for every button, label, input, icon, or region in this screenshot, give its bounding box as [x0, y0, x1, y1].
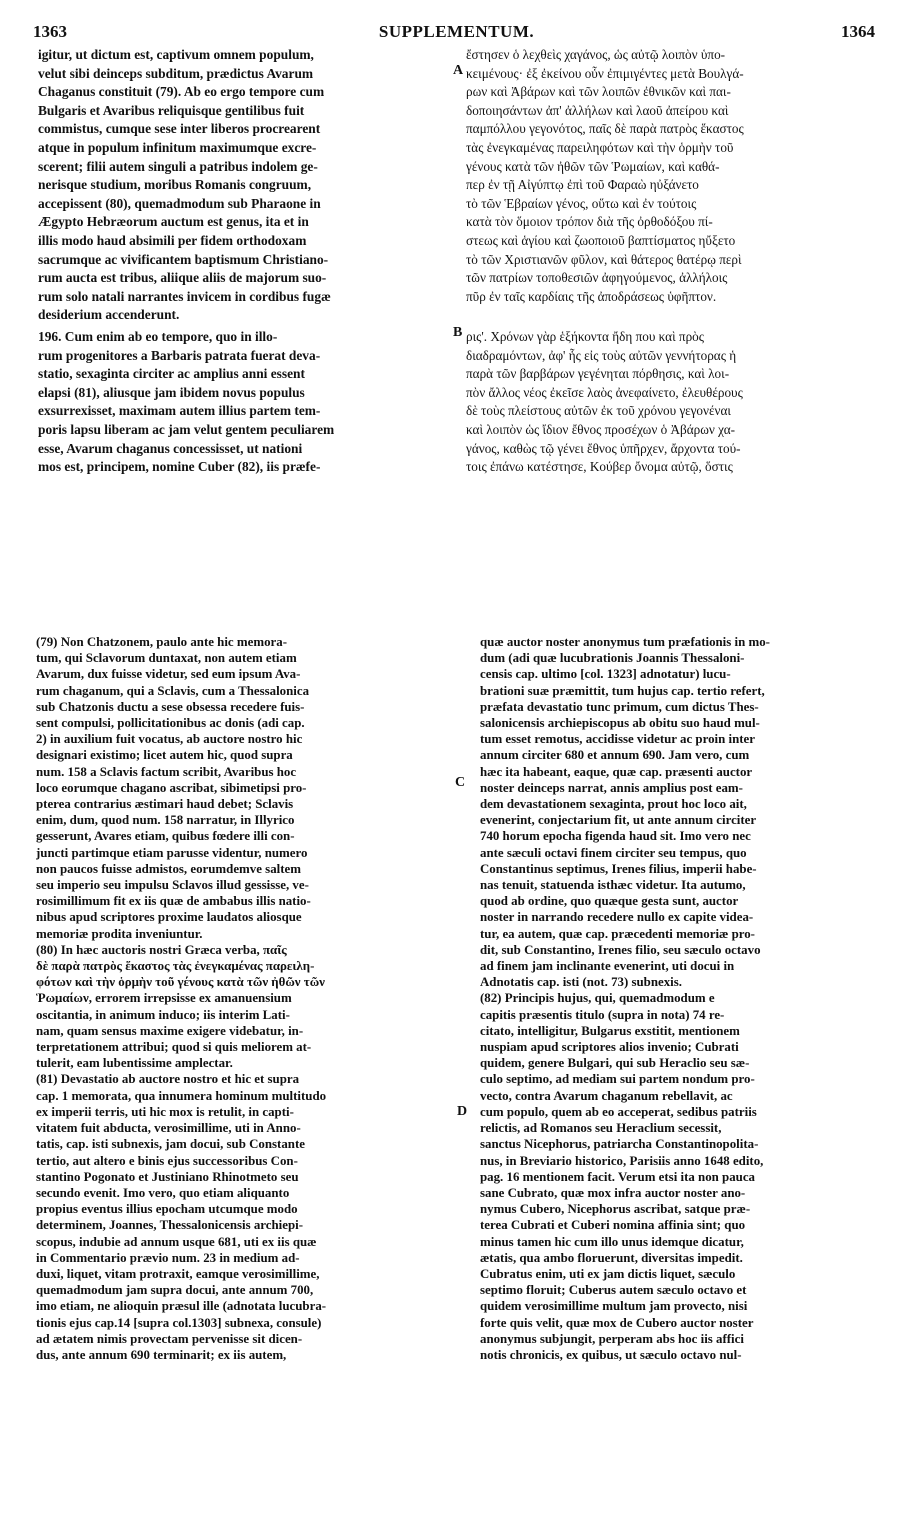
text-line: dem devastationem sexaginta, prout hoc loco ait, — [480, 797, 747, 812]
text-line: quidem verosimillime multum jam provecto, nisi — [480, 1299, 748, 1314]
latin-text-block-b — [38, 328, 450, 477]
text-line: τῶν πατρίων τοποθεσιῶν ἀφηγούμενος, ἀλλήλοις — [466, 270, 728, 286]
text-line: statio, sexaginta circiter ac amplius anni essent — [38, 366, 305, 382]
text-line: noster in narrando recedere nullo ex capite videa- — [480, 910, 754, 925]
text-line: esse, Avarum chaganus concessisset, ut nationi — [38, 440, 303, 456]
column-marker-b: B — [453, 325, 463, 340]
text-line: velut sibi deinceps subditum, prædictus Avarum — [38, 65, 314, 81]
text-line: στεως καὶ ἁγίου καὶ ζωοποιοῦ βαπτίσματος ηὔξετο — [466, 232, 736, 248]
right-page-number: 1364 — [841, 22, 875, 41]
text-line: 2) in auxilium fuit vocatus, ab auctore nostro hic — [36, 732, 303, 747]
column-marker-d: D — [457, 1104, 468, 1119]
text-line: in Commentario prævio num. 23 in medium ad- — [36, 1250, 300, 1265]
column-marker-c: C — [455, 775, 466, 790]
text-line: ætatis, qua ambo floruerunt, diversitas impedit. — [480, 1250, 743, 1265]
text-line: δὲ τοὺς πλείστους αὐτῶν ἐκ τοῦ χρόνου γεγονέναι — [466, 403, 731, 419]
text-line: κειμένους· ἐξ ἐκείνου οὖν ἐπιμιγέντες μετὰ Βουλγά- — [466, 65, 744, 81]
text-line: tum, qui Sclavorum duntaxat, non autem etiam — [36, 651, 297, 666]
text-line: κατὰ τὸν ὅμοιον τρόπον διὰ τῆς ὀρθοδόξου πί- — [466, 214, 713, 230]
text-line: (80) In hæc auctoris nostri Græca verba, παῖς — [36, 942, 287, 957]
text-line: περ ἐν τῇ Αἰγύπτῳ ἐπὶ τοῦ Φαραὼ ηὐξάνετο — [466, 177, 699, 193]
text-line: Avarum, dux fuisse videtur, sed eum ipsum Ava- — [36, 667, 301, 682]
text-line: sacrumque ac vivificantem baptismum Christiano- — [38, 251, 329, 267]
text-line: nam, quam sensus maxime exigere videbatur, in- — [36, 1023, 304, 1038]
text-line: τὸ τῶν Χριστιανῶν φῦλον, καὶ θάτερος θατέρῳ περὶ — [466, 251, 742, 267]
text-line: 740 horum epocha figenda haud sit. Imo vero nec — [480, 829, 751, 844]
text-line: dus, ante annum 690 terminarit; ex iis autem, — [36, 1347, 287, 1362]
text-line: nibus apud scriptores proxime laudatos aliosque — [36, 910, 302, 925]
text-line: pag. 16 mentionem facit. Verum etsi ita non pauca — [480, 1169, 755, 1184]
text-line: brationi suæ præmittit, tum hujus cap. tertio refert, — [480, 683, 765, 698]
text-line: hæc ita habeant, eaque, quæ cap. præsenti auctor — [480, 764, 753, 779]
text-line: nus, in Breviario historico, Parisiis anno 1648 edito, — [480, 1153, 764, 1168]
text-line: nuspiam apud scriptores alios invenio; Cubrati — [480, 1040, 739, 1055]
text-line: salonicensis archiepiscopus ab obitu suo haud mul- — [480, 716, 760, 731]
text-line: tionis ejus cap.14 [supra col.1303] subnexa, consule) — [36, 1315, 322, 1330]
text-line: non paucos fuisse admistos, eorumdemve saltem — [36, 861, 301, 876]
text-line: noster deinceps narrat, annis amplius post eam- — [480, 780, 743, 795]
text-line: notis chronicis, ex quibus, ut sæculo octavo nul- — [480, 1347, 742, 1362]
text-line: Ῥωμαίων, errorem irrepsisse ex amanuensium — [36, 991, 292, 1006]
text-line: πῦρ ἐν ταῖς καρδίαις τῆς ἀποδράσεως ὑφῆπτον. — [466, 288, 717, 304]
text-line: gesserunt, Avares etiam, quibus fœdere illi con- — [36, 829, 295, 844]
text-line: scopus, indubie ad annum usque 681, uti ex iis quæ — [36, 1234, 317, 1249]
text-line: stantino Pogonato et Justiniano Rhinotmeto seu — [36, 1169, 299, 1184]
text-line: enim, dum, quod num. 158 narratur, in Illyrico — [36, 813, 295, 828]
footnotes-right-column — [480, 634, 882, 1363]
text-line: tum esset remotus, accidisse videtur ac proin inter — [480, 732, 755, 747]
text-line: rum chaganum, qui a Sclavis, cum a Thessalonica — [36, 683, 310, 698]
text-line: tertio, aut altero e binis ejus successoribus Con- — [36, 1153, 298, 1168]
text-line: culo septimo, ad mediam sui partem nondum pro- — [480, 1072, 755, 1087]
text-line: 196. Cum enim ab eo tempore, quo in illo- — [38, 329, 278, 344]
text-line: igitur, ut dictum est, captivum omnem populum, — [38, 47, 314, 62]
text-line: tur, ea autem, quæ cap. præcedenti memoriæ pro- — [480, 926, 755, 941]
text-line: vecto, contra Avarum chaganum rebellavit, ac — [480, 1088, 733, 1103]
text-line: oscitantia, in animum induco; iis interim Lati- — [36, 1007, 290, 1022]
text-line: ρις'. Χρόνων γὰρ ἑξήκοντα ἤδη που καὶ πρὸς — [466, 329, 704, 344]
text-line: præfata devastatio tunc primum, cum dictus Thes- — [480, 699, 759, 714]
text-line: scerent; filii autem singuli a patribus indolem ge- — [38, 158, 318, 174]
text-line: γένους κατὰ τῶν ἠθῶν τῶν Ῥωμαίων, καὶ καθά- — [466, 158, 720, 174]
text-line: desiderium accenderunt. — [38, 307, 180, 323]
text-line: memoriæ prodita inveniuntur. — [36, 926, 203, 941]
text-line: ad ætatem nimis provectam pervenisse sit dicen- — [36, 1331, 303, 1346]
text-line: secundo evenit. Imo vero, quo etiam aliquanto — [36, 1185, 290, 1200]
greek-text-block-b — [466, 328, 882, 477]
text-line: sane Cubrato, quæ mox infra auctor noster ano- — [480, 1185, 746, 1200]
text-line: (79) Non Chatzonem, paulo ante hic memora- — [36, 635, 287, 649]
text-line: Chaganus constituit (79). Ab eo ergo tempore cum — [38, 84, 325, 100]
text-line: παρὰ τῶν βαρβάρων γεγένηται πόρθησις, καὶ λοι- — [466, 366, 730, 382]
text-line: γάνος, καθὼς τῷ γένει ἔθνος ὑπῆρχεν, ἄρχοντα τού- — [466, 440, 741, 456]
text-line: atque in populum infinitum maximumque excre- — [38, 139, 317, 155]
text-line: minus tamen hic cum illo unus idemque dicatur, — [480, 1234, 744, 1249]
text-line: vitatem fuit abducta, verosimillime, uti in Anno- — [36, 1121, 301, 1136]
text-line: illis modo haud absimili per fidem orthodoxam — [38, 232, 307, 248]
text-line: (82) Principis hujus, qui, quemadmodum e — [480, 991, 715, 1006]
text-line: dum (adi quæ lucubrationis Joannis Thessaloni- — [480, 651, 745, 666]
text-line: commistus, cumque sese inter liberos procrearent — [38, 121, 321, 137]
text-line: poris lapsu liberam ac jam velut gentem peculiarem — [38, 421, 335, 437]
text-line: exsurrexisset, maximam autem illius partem tem- — [38, 403, 321, 419]
text-line: juncti partimque etiam parusse videntur, numero — [36, 845, 308, 860]
text-line: δὲ παρὰ πατρὸς ἕκαστος τὰς ἐνεγκαμένας παρειλη- — [36, 959, 315, 974]
text-line: τὸ τῶν Ἑβραίων γένος, οὕτω καὶ ἐν τούτοις — [466, 195, 697, 211]
text-line: terpretationem attribui; quod si quis meliorem at- — [36, 1040, 312, 1055]
text-line: Cubratus enim, uti ex jam dictis liquet, sæculo — [480, 1266, 736, 1281]
text-line: διαδραμόντων, ἀφ' ἧς εἰς τοὺς αὐτῶν γεννήτορας ἡ — [466, 347, 737, 363]
text-line: duxi, liquet, vitam protraxit, eamque verosimillime, — [36, 1266, 320, 1281]
text-line: Adnotatis cap. isti (not. 73) subnexis. — [480, 975, 682, 990]
text-line: sent compulsi, pollicitationibus ac donis (adi cap. — [36, 716, 305, 731]
text-line: τὰς ἐνεγκαμένας παρειληφότων καὶ τὴν ὁρμὴν τοῦ — [466, 139, 734, 155]
text-line: ρων καὶ Ἀβάρων καὶ τῶν λοιπῶν ἐθνικῶν καὶ παι- — [466, 84, 731, 100]
text-line: capitis præsentis titulo (supra in nota) 74 re- — [480, 1007, 725, 1022]
text-line: elapsi (81), aliusque jam ibidem novus populus — [38, 384, 305, 400]
text-line: δοποιησάντων ἀπ' ἀλλήλων καὶ λαοῦ ἀπείρου καὶ — [466, 102, 729, 118]
text-line: nymus Cubero, Nicephorus ascribat, satque præ- — [480, 1202, 751, 1217]
text-line: ad finem jam inclinante evenerint, uti docui in — [480, 959, 735, 974]
text-line: τοις ἐπάνω κατέστησε, Κούβερ ὄνομα αὐτῷ, ὅστις — [466, 459, 733, 475]
text-line: determinem, Joannes, Thessalonicensis archiepi- — [36, 1218, 304, 1233]
text-line: accepissent (80), quemadmodum sub Pharaone in — [38, 195, 321, 211]
text-line: παμπόλλου γεγονότος, παῖς δὲ παρὰ πατρὸς ἕκαστος — [466, 121, 744, 137]
text-line: καὶ λοιπὸν ὡς ἴδιον ἔθνος προσέχων ὁ Ἀβάρων χα- — [466, 421, 736, 437]
text-line: relictis, ad Romanos seu Heraclium secessit, — [480, 1121, 722, 1136]
running-title: SUPPLEMENTUM. — [378, 22, 535, 41]
text-line: rum aucta est tribus, aliique aliis de majorum suo- — [38, 270, 327, 286]
text-line: Ægypto Hebræorum auctum est genus, ita et in — [38, 214, 309, 230]
text-line: imo etiam, ne alioquin præsul ille (adnotata lucubra- — [36, 1299, 327, 1314]
text-line: citato, intelligitur, Bulgarus exstitit, mentionem — [480, 1023, 740, 1038]
text-line: anonymus subjungit, perperam abs hoc iis affici — [480, 1331, 744, 1346]
text-line: ex imperii terris, uti hic mox is retulit, in capti- — [36, 1104, 294, 1119]
text-line: rosimillimum fit ex iis quæ de ambabus illis natio- — [36, 894, 311, 909]
text-line: pterea contrarius æstimari haud debet; Sclavis — [36, 797, 294, 812]
text-line: dit, sub Constantino, Irenes filio, seu sæculo octavo — [480, 942, 761, 957]
text-line: evenerint, conjectarium fit, ut ante annum circiter — [480, 813, 757, 828]
text-line: ante sæculi octavi finem circiter seu tempus, quo — [480, 845, 747, 860]
text-line: annum circiter 680 et annum 690. Jam vero, cum — [480, 748, 750, 763]
column-marker-a: A — [453, 63, 464, 78]
text-line: designari existimo; licet autem hic, quod supra — [36, 748, 293, 763]
text-line: (81) Devastatio ab auctore nostro et hic et supra — [36, 1072, 300, 1087]
text-line: propius eventus illius epocham utcumque modo — [36, 1202, 298, 1217]
greek-text-block-a — [466, 46, 882, 306]
latin-text-block-a — [38, 46, 450, 325]
text-line: loco eorumque chagano ascribat, sibimetipsi pro- — [36, 780, 307, 795]
text-line: sanctus Nicephorus, patriarcha Constantinopolita- — [480, 1137, 759, 1152]
text-line: quod ab ordine, quo quæque gesta sunt, auctor — [480, 894, 739, 909]
text-line: Constantinus septimus, Irenes filius, imperii habe- — [480, 861, 757, 876]
text-line: nerisque studium, moribus Romanis congruum, — [38, 177, 312, 193]
text-line: cum populo, quem ab eo acceperat, sedibus patriis — [480, 1104, 757, 1119]
text-line: tulerit, eam lubentissime amplectar. — [36, 1056, 233, 1071]
text-line: seu imperio seu impulsu Sclavos illud gessisse, ve- — [36, 878, 309, 893]
text-line: quæ auctor noster anonymus tum præfationis in mo- — [480, 635, 770, 649]
text-line: sub Chatzonis ductu a sese obsessa recedere fuis- — [36, 699, 305, 714]
left-page-number: 1363 — [33, 22, 67, 41]
text-line: nas tenuit, statuenda isthæc videtur. Ita autumo, — [480, 878, 746, 893]
text-line: censis cap. ultimo [col. 1323] adnotatur) lucu- — [480, 667, 731, 682]
text-line: φότων καὶ τὴν ὁρμὴν τοῦ γένους κατὰ τῶν ἠθῶν τῶν — [36, 975, 325, 990]
text-line: quidem, genere Bulgari, qui sub Heraclio seu sæ- — [480, 1056, 750, 1071]
text-line: forte quis velit, quæ mox de Cubero auctor noster — [480, 1315, 754, 1330]
text-line: rum progenitores a Barbaris patrata fuerat deva- — [38, 347, 321, 363]
footnotes-left-column — [36, 634, 452, 1363]
text-line: terea Cubrati et Cuberi nomina affinia sint; quo — [480, 1218, 746, 1233]
text-line: Bulgaris et Avaribus reliquisque gentilibus fuit — [38, 102, 305, 118]
text-line: πὸν ἄλλος νέος ἐκεῖσε λαὸς ἀνεφαίνετο, ἐλευθέρους — [466, 384, 743, 400]
text-line: tatis, cap. isti subnexis, jam docui, sub Constante — [36, 1137, 305, 1152]
text-line: septimo floruit; Cuberus autem sæculo octavo et — [480, 1283, 747, 1298]
text-line: mos est, principem, nomine Cuber (82), iis præfe- — [38, 459, 321, 475]
text-line: cap. 1 memorata, qua innumera hominum multitudo — [36, 1088, 327, 1103]
text-line: ἔστησεν ὁ λεχθεὶς χαγάνος, ὡς αὐτῷ λοιπὸν ὑπο- — [466, 47, 726, 62]
text-line: quemadmodum jam supra docui, ante annum 700, — [36, 1283, 314, 1298]
text-line: rum solo natali narrantes invicem in cordibus fugæ — [38, 288, 331, 304]
text-line: num. 158 a Sclavis factum scribit, Avaribus hoc — [36, 764, 297, 779]
